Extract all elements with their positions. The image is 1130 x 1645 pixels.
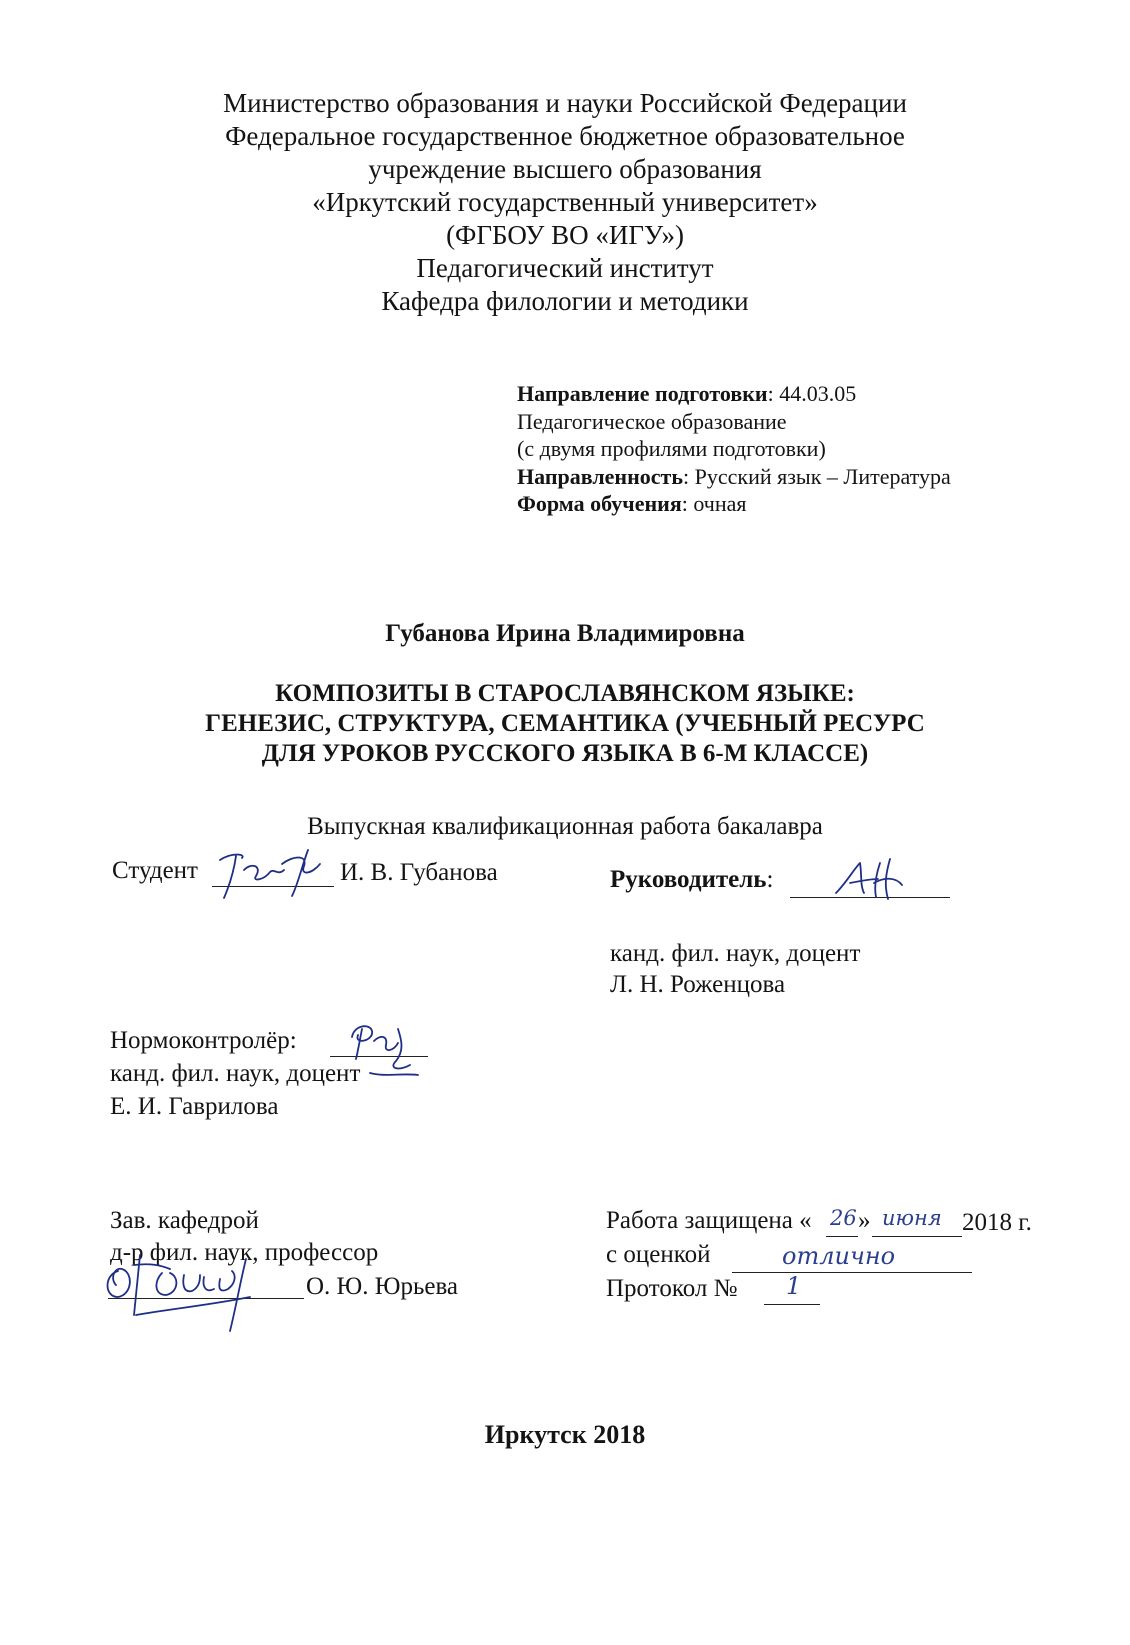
normcontrol-label: Нормоконтролёр: [110,1027,297,1054]
defense-prefix: Работа защищена « [606,1207,812,1234]
header-line-abbrev: (ФГБОУ ВО «ИГУ») [446,220,684,250]
supervisor-name: Л. Н. Роженцова [610,971,786,998]
institution-header [0,87,1130,318]
protocol-label: Протокол № [606,1275,738,1302]
direction-label: Направление подготовки [517,381,768,406]
defense-day: 26 [830,1206,857,1230]
direction-value: : 44.03.05 [767,381,857,406]
defense-mid: » [858,1207,871,1234]
header-line-ministry: Министерство образования и науки Российской Федерации [223,88,907,118]
protocol-line [764,1304,820,1305]
student-signature [212,846,334,906]
protocol-number: 1 [786,1272,802,1300]
header-line-federal: Федеральное государственное бюджетное образовательное [225,121,905,151]
supervisor-degree: канд. фил. наук, доцент [610,940,861,967]
header-line-university: «Иркутский государственный университет» [312,187,818,217]
student-name: И. В. Губанова [340,859,498,886]
head-degree: д-р фил. наук, профессор [110,1239,379,1266]
form-value: : очная [681,491,747,516]
supervisor-line [610,865,773,895]
direction-line [517,380,951,408]
grade-line [732,1272,972,1273]
head-label: Зав. кафедрой [110,1207,259,1234]
thesis-title [0,679,1130,769]
program-info [517,380,951,518]
form-label: Форма обучения [517,491,682,516]
supervisor-colon: : [766,866,774,893]
supervisor-signature [830,855,920,905]
grade-label: с оценкой [606,1241,711,1268]
title-line-2: ГЕНЕЗИС, СТРУКТУРА, СЕМАНТИКА (УЧЕБНЫЙ РЕСУРС [205,710,925,737]
header-line-institution-type: учреждение высшего образования [368,154,762,184]
form-line [517,490,951,518]
focus-value: : Русский язык – Литература [683,463,951,489]
defense-month: июня [882,1206,942,1230]
grade-value: отлично [782,1242,896,1270]
normcontrol-degree: канд. фил. наук, доцент [110,1060,361,1087]
focus-label: Направленность [517,463,683,489]
header-line-department: Кафедра филологии и методики [381,286,749,316]
title-line-1: КОМПОЗИТЫ В СТАРОСЛАВЯНСКОМ ЯЗЫКЕ: [275,680,855,707]
direction-line-3: (с двумя профилями подготовки) [517,436,826,461]
direction-line-2: Педагогическое образование [517,408,787,434]
header-line-institute: Педагогический институт [416,253,714,283]
student-label: Студент [112,857,198,884]
author-name: Губанова Ирина Владимировна [385,620,745,647]
head-signature [100,1235,270,1335]
supervisor-label: Руководитель [610,866,767,893]
title-line-3: ДЛЯ УРОКОВ РУССКОГО ЯЗЫКА В 6-М КЛАССЕ) [261,740,869,767]
city-year: Иркутск 2018 [484,1420,646,1449]
work-type: Выпускная квалификационная работа бакалавра [307,813,823,840]
normcontrol-name: Е. И. Гаврилова [110,1093,279,1120]
defense-month-line [872,1236,962,1237]
head-name: О. Ю. Юрьева [306,1273,459,1300]
defense-year: 2018 г. [962,1209,1032,1236]
focus-line [517,463,951,491]
defense-day-line [826,1236,858,1237]
